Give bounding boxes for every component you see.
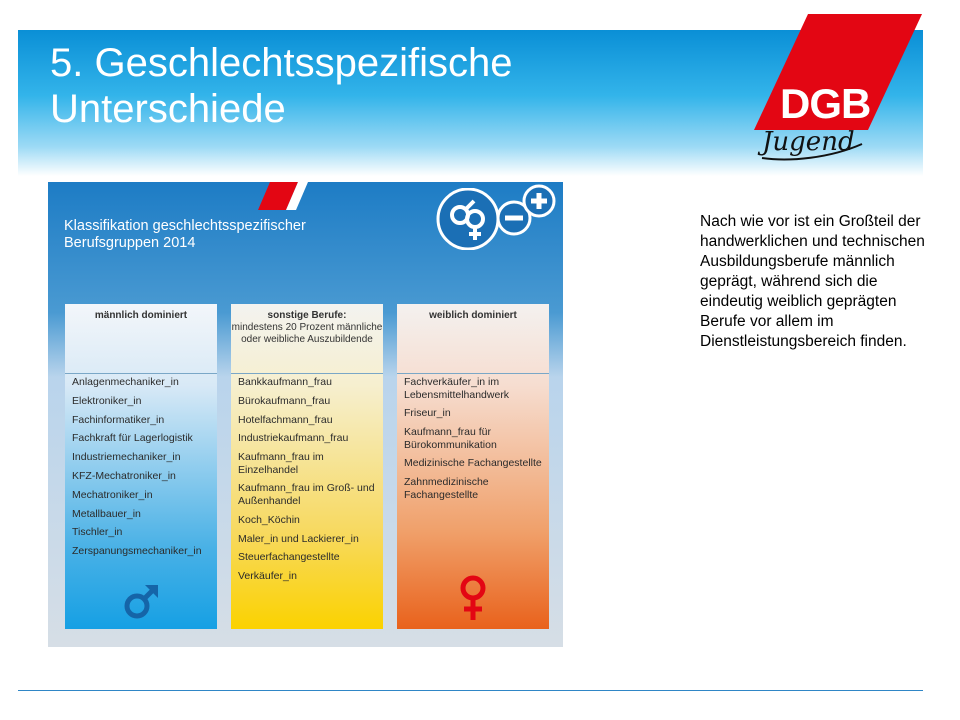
list-item: Zahnmedizinische Fachangestellte xyxy=(404,476,489,501)
column-subheading: mindestens 20 Prozent männliche oder weibliche Auszubildende xyxy=(231,322,383,345)
infographic-title-line-2: Berufsgruppen 2014 xyxy=(64,235,196,251)
list-item: Tischler_in xyxy=(72,526,123,539)
list-item: Fachinformatiker_in xyxy=(72,413,165,426)
slide-title xyxy=(50,40,690,132)
list-item: Friseur_in xyxy=(404,407,451,420)
list-item: Steuerfachangestellte xyxy=(238,551,340,564)
column-male-dominated xyxy=(65,304,217,629)
infographic xyxy=(48,182,563,647)
list-item: Industriemechaniker_in xyxy=(72,451,181,464)
gender-symbols-icon xyxy=(433,188,503,250)
occupation-list xyxy=(72,376,214,564)
infographic-title-line-1: Klassifikation geschlechtsspezifischer xyxy=(64,218,306,234)
list-item: KFZ-Mechatroniker_in xyxy=(72,469,176,482)
female-icon xyxy=(455,574,491,622)
column-heading xyxy=(65,304,217,322)
slide-title-line-1: 5. Geschlechtsspezifische xyxy=(50,41,513,85)
list-item: Kaufmann_frau im Groß- und Außenhandel xyxy=(238,482,375,507)
list-item: Metallbauer_in xyxy=(72,507,141,520)
list-item: Bankkaufmann_frau xyxy=(238,376,332,388)
column-heading-text: weiblich dominiert xyxy=(429,310,517,321)
list-item: Koch_Köchin xyxy=(238,513,300,526)
list-item: Industriekaufmann_frau xyxy=(238,432,349,445)
logo-text: DGB xyxy=(780,80,871,127)
list-item: Hotelfachmann_frau xyxy=(238,413,333,426)
occupation-list xyxy=(404,376,546,507)
logo-script: Jugend xyxy=(762,127,855,157)
infographic-title xyxy=(64,218,394,252)
column-divider xyxy=(231,373,383,374)
list-item: Verkäufer_in xyxy=(238,570,297,583)
footer-line xyxy=(18,690,923,691)
column-divider xyxy=(397,373,549,374)
list-item: Bürokaufmann_frau xyxy=(238,394,331,407)
list-item: Fachkraft für Lagerlogistik xyxy=(72,432,193,445)
list-item: Maler_in und Lackierer_in xyxy=(238,532,359,545)
list-item: Elektroniker_in xyxy=(72,394,142,407)
column-divider xyxy=(65,373,217,374)
list-item: Fachverkäufer_in im Lebensmittelhandwerk xyxy=(404,376,510,401)
list-item: Mechatroniker_in xyxy=(72,488,153,501)
list-item: Medizinische Fachangestellte xyxy=(404,457,542,470)
male-icon xyxy=(121,582,161,622)
body-text: Nach wie vor ist ein Großteil der handwerklichen und technischen Ausbildungsberufe männlich geprägt, während sich die eindeutig weiblich geprägten Berufe vor allem im Dienstleistungsbereich finden. xyxy=(700,213,925,350)
occupation-list xyxy=(238,376,380,589)
column-heading-text: männlich dominiert xyxy=(94,310,188,321)
plus-icon xyxy=(522,184,556,218)
list-item: Zerspanungsmechaniker_in xyxy=(72,545,202,558)
red-stripe-decoration xyxy=(258,182,318,210)
dgb-jugend-logo xyxy=(750,12,930,172)
column-female-dominated xyxy=(397,304,549,629)
column-other-occupations xyxy=(231,304,383,629)
list-item: Anlagenmechaniker_in xyxy=(72,376,179,388)
column-heading-text: sonstige Berufe: xyxy=(267,310,347,321)
column-heading xyxy=(231,304,383,346)
column-heading xyxy=(397,304,549,322)
slide-title-line-2: Unterschiede xyxy=(50,87,286,131)
list-item: Kaufmann_frau für Bürokommunikation xyxy=(404,426,497,451)
list-item: Kaufmann_frau im Einzelhandel xyxy=(238,451,324,476)
